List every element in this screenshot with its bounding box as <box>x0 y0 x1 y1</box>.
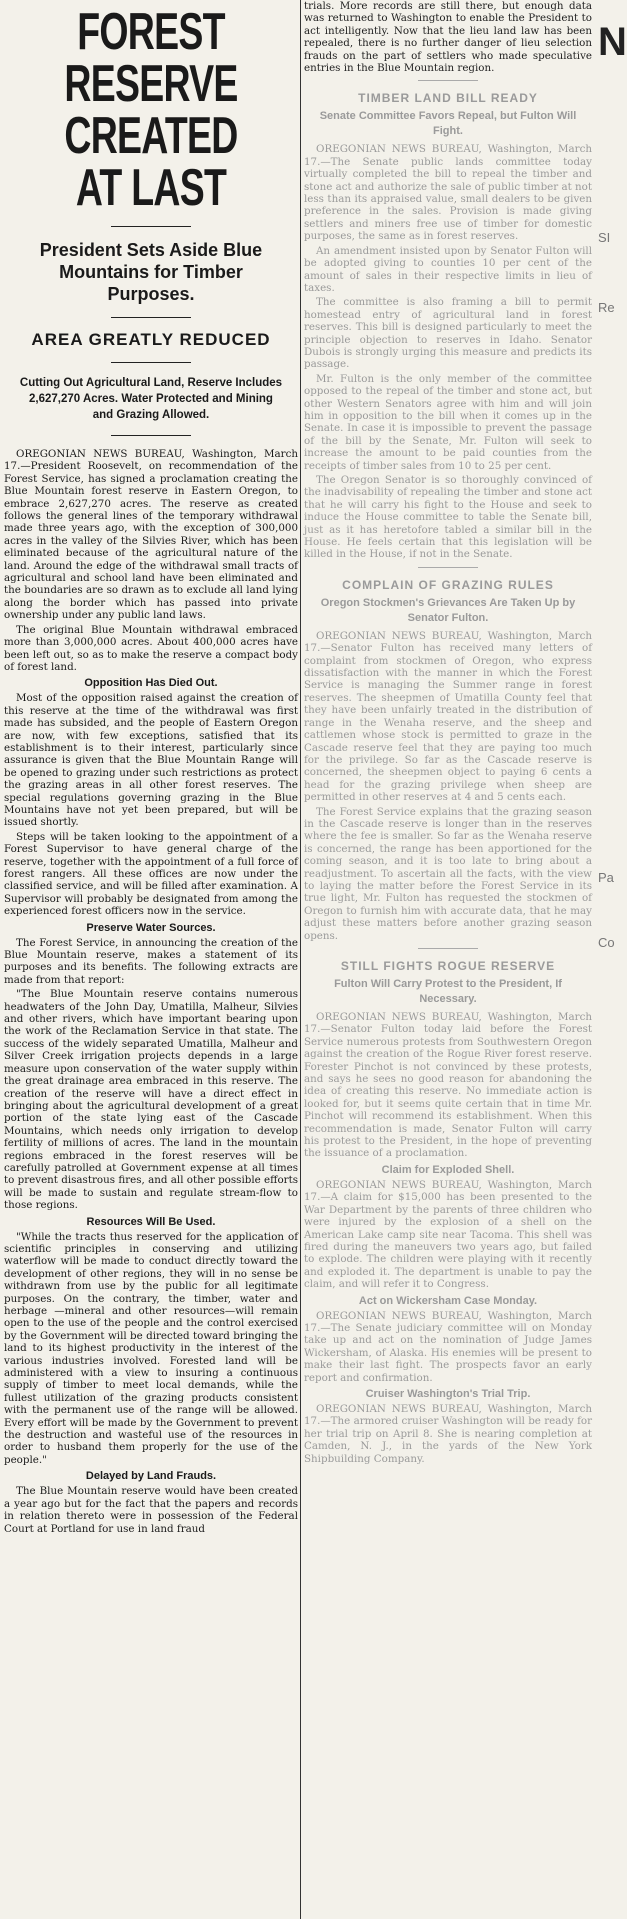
left-column <box>4 0 298 1537</box>
article-paragraph: An amendment insisted upon by Senator Fulton will be adopted giving to counties 10 per cent of the amount of sales in their respective limits in lieu of taxes. <box>304 244 592 294</box>
article-paragraph: OREGONIAN NEWS BUREAU, Washington, March 17.—Senator Fulton has received many letters of complaint from stockmen of Oregon, who express dissatisfaction with the manner in which the Forest Service is managing the Summer range in forest reserves. The sheepmen of Umatilla County feel that they have been unfairly treated in the distribution of range in the Wenaha reserve, and the sheep and cattlemen whose stock is permitted to graze in the Cascade reserve feel that they are paying too much for the privilege. So far as the Cascade reserve is concerned, the sheepmen object to paying 6 cents a head for the grazing privilege when sheep are permitted in other reserves at 4 and 5 cents each. <box>304 629 592 804</box>
article-paragraph: The Oregon Senator is so thoroughly convinced of the inadvisability of repealing the timber and stone act that he will carry his fight to the House and seek to induce the House committee to table the Senate bill, just as it has heretofore tabled a similar bill in the House. He feels certain that this legislation will be killed in the House, if not in the Senate. <box>304 474 592 561</box>
section-subhead: Opposition Has Died Out. <box>84 677 218 690</box>
column-rule <box>300 0 301 1919</box>
main-headline <box>45 3 257 217</box>
divider <box>111 362 191 363</box>
article-deck: Cutting Out Agricultural Land, Reserve Includes 2,627,270 Acres. Water Protected and Mining and Grazing Allowed. <box>19 377 283 421</box>
article-paragraph: Steps will be taken looking to the appointment of a Forest Supervisor to have general charge of the reserve, together with the appointment of a full force of forest rangers. All these offices are now under the classified service, and will be filled after examination. A Supervisor will probably be designated from among the experienced forest officers now in the service. <box>4 830 298 918</box>
article-paragraph: OREGONIAN NEWS BUREAU, Washington, March 17.—Senator Fulton today laid before the Forest Service numerous protests from Southwestern Oregon against the creation of the Rogue River forest reserve. Forester Pinchot is not convinced by these protests, and says he sees no good reason for abandoning the idea of creating this reserve. No immediate action is looked for, but it seems quite certain that in time Mr. Pinchot will recommend its establishment. When this recommendation is made, Senator Fulton will carry his protest to the President, in the hope of preventing the issuance of a proclamation. <box>304 1011 592 1160</box>
article-paragraph: Most of the opposition raised against the creation of this reserve at the time of the withdrawal was first made has subsided, and the people of Eastern Oregon are now, with few exceptions, satisfied that its establishment is to their interest, particularly since assurance is given that the Blue Mountain Range will be opened to grazing under such restrictions as protect the grazing areas in all other forest reserves. The special regulations governing grazing in the Blue Mountains have not yet been prepared, but will be issued shortly. <box>4 692 298 829</box>
subheadline: President Sets Aside Blue Mountains for Timber Purposes. <box>39 240 263 304</box>
faded-articles <box>304 91 592 1465</box>
edge-fragment: Co <box>598 935 615 950</box>
article-paragraph: OREGONIAN NEWS BUREAU, Washington, March 17.—The armored cruiser Washington will be ready for her trial trip on April 8. She is nearing completion at Camden, N. J., in the yards of the New York Shipbuilding Company. <box>304 1402 592 1465</box>
article-headline: COMPLAIN OF GRAZING RULES <box>342 577 554 592</box>
article-deck: Senate Committee Favors Repeal, but Fulton Will Fight. <box>319 110 577 138</box>
edge-fragment: N <box>598 20 627 64</box>
continued-paragraph: trials. More records are still there, but enough data was returned to Washington to enable the President to act intelligently. Now that the lieu land law has been repealed, there is no further danger of lieu selection frauds on the part of settlers who made speculative entries in the Blue Mountain region. <box>304 0 592 75</box>
article-deck: Fulton Will Carry Protest to the President, If Necessary. <box>334 978 562 1005</box>
divider <box>418 80 478 81</box>
article-paragraph: OREGONIAN NEWS BUREAU, Washington, March 17.—A claim for $15,000 has been presented to the War Department by the parents of three children who were injured by the explosion of a shell on the American Lake camp site near Tacoma. This shell was fired during the maneuvers two years ago, but failed to explode. The children were playing with it recently and exploded it. The department is unable to pay the claim, and will refer it to Congress. <box>304 1178 592 1291</box>
main-headline-text: FOREST RESERVE CREATED AT LAST <box>64 3 238 217</box>
article-paragraph: The original Blue Mountain withdrawal embraced more than 3,000,000 acres. About 400,000 acres have been left out, so as to make the reserve a compact body of forest land. <box>4 623 298 673</box>
article-paragraph: "The Blue Mountain reserve contains numerous headwaters of the John Day, Umatilla, Malheur, Silvies and other rivers, which have important bearing upon the work of the Reclamation Service in that state. The success of the widely separated Umatilla, Malheur and Silver Creek irrigation projects depends in a large measure upon conservation of the water supply within the great drainage area embraced in this reserve. The creation of the reserve will have a direct effect in bringing about the agricultural development of a great portion of the state lying east of the Cascade Mountains, which needs only irrigation to develop fertility of millions of acres. The land in the mountain regions embraced in the forest reserves will be carefully patrolled at Government expense at all times to prevent disastrous fires, and all other possible efforts will be made to sustain and regulate stream-flow to those regions. <box>4 988 298 1212</box>
edge-fragment: Re <box>598 300 615 315</box>
section-subhead: Preserve Water Sources. <box>86 921 216 934</box>
section-subhead: Act on Wickersham Case Monday. <box>358 1294 538 1307</box>
article-paragraph: "While the tracts thus reserved for the application of scientific principles in conserving and utilizing waterflow will be made to conduct directly toward the development of other regions, they will in no sense be withdrawn from use by the public for all legitimate purposes. On the contrary, the timber, water and herbage —mineral and other resources—will remain open to the use of the people and the control exercised by the Government will be directed toward bringing the land to its highest productivity in the interest of the various industries involved. Forested land will be administered with a view to insuring a continuous supply of timber to meet local demands, while the fullest utilization of the grazing products consistent with the permanent use of the range will be allowed. Every effort will be made by the Government to prevent the destruction and wasteful use of the resources in order to husband them properly for the use of the people." <box>4 1230 298 1466</box>
article-paragraph: OREGONIAN NEWS BUREAU, Washington, March 17.—President Roosevelt, on recommendation of the Forest Service, has signed a proclamation creating the Blue Mountain forest reserve in Eastern Oregon, to embrace 2,627,270 acres. The reserve as created follows the general lines of the temporary withdrawal made three years ago, with the exception of 300,000 acres in the valley of the Silvies River, which has been eliminated because of the agricultural nature of the land. Around the edge of the withdrawal small tracts of agricultural and school land have been eliminated and the boundaries are so drawn as to exclude all land lying along the border which has passed into private ownership under any public land laws. <box>4 448 298 622</box>
article-paragraph: OREGONIAN NEWS BUREAU, Washington, March 17.—The Senate public lands committee today virtually completed the bill to repeal the timber and stone act and authorize the sale of public timber at not less than its appraised value, small dealers to be given preference in the sales. Provision is made giving settlers and miners free use of timber for domestic purposes, the same as in forest reserves. <box>304 143 592 243</box>
edge-fragment: Pa <box>598 870 614 885</box>
section-subhead: Delayed by Land Frauds. <box>85 1470 217 1483</box>
divider <box>418 948 478 949</box>
section-subhead: Cruiser Washington's Trial Trip. <box>365 1387 531 1400</box>
article-headline: TIMBER LAND BILL READY <box>358 91 538 106</box>
divider <box>111 317 191 318</box>
article-headline: STILL FIGHTS ROGUE RESERVE <box>340 959 556 973</box>
article-paragraph: The Forest Service, in announcing the creation of the Blue Mountain reserve, makes a statement of its purposes and its benefits. The following extracts are made from that report: <box>4 936 298 986</box>
article-paragraph: The Forest Service explains that the grazing season in the Cascade reserve is longer than in the reserves where the fee is smaller. So far as the Wenaha reserve is concerned, the range has been apportioned for the coming season, and it is too late to bring about a readjustment. To ascertain all the facts, with the view to laying the matter before the Forest Service in its true light, Mr. Fulton has requested the stockmen of Oregon to furnish him with accurate data, that he may adjust these matters before another grazing season opens. <box>304 805 592 942</box>
divider <box>111 435 191 436</box>
article-deck: Oregon Stockmen's Grievances Are Taken Up by Senator Fulton. <box>320 596 576 624</box>
divider <box>111 226 191 227</box>
adjacent-column-edge <box>594 0 627 1919</box>
divider <box>418 567 478 568</box>
section-subhead: Claim for Exploded Shell. <box>381 1163 515 1176</box>
subheadline-area: AREA GREATLY REDUCED <box>31 330 271 349</box>
section-subhead: Resources Will Be Used. <box>86 1215 216 1228</box>
edge-fragment: SI <box>598 230 611 245</box>
article-paragraph: OREGONIAN NEWS BUREAU, Washington, March 17.—The Senate judiciary committee will on Monday take up and act on the nomination of Judge James Wickersham, of Alaska. His enemies will be present to make their last fight. The prospects favor an early report and confirmation. <box>304 1309 592 1384</box>
right-column <box>304 0 592 1467</box>
article-paragraph: The Blue Mountain reserve would have been created a year ago but for the fact that the papers and records in relation thereto were in possession of the Federal Court at Portland for use in land fraud <box>4 1485 298 1535</box>
article-paragraph: Mr. Fulton is the only member of the committee opposed to the repeal of the timber and stone act, but other Western Senators agree with him and will join him in opposition to the bill when it comes up in the Senate. In case it is impossible to prevent the passage of the bill by the Senate, Mr. Fulton will seek to increase the amount to be paid counties from the receipts of timber sales from 10 to 25 per cent. <box>304 372 592 472</box>
article-paragraph: The committee is also framing a bill to permit homestead entry of agricultural land in forest reserves. This bill is designed particularly to meet the principle objection to reserves in Idaho. Senator Dubois is strongly urging this measure and predicts its passage. <box>304 296 592 371</box>
